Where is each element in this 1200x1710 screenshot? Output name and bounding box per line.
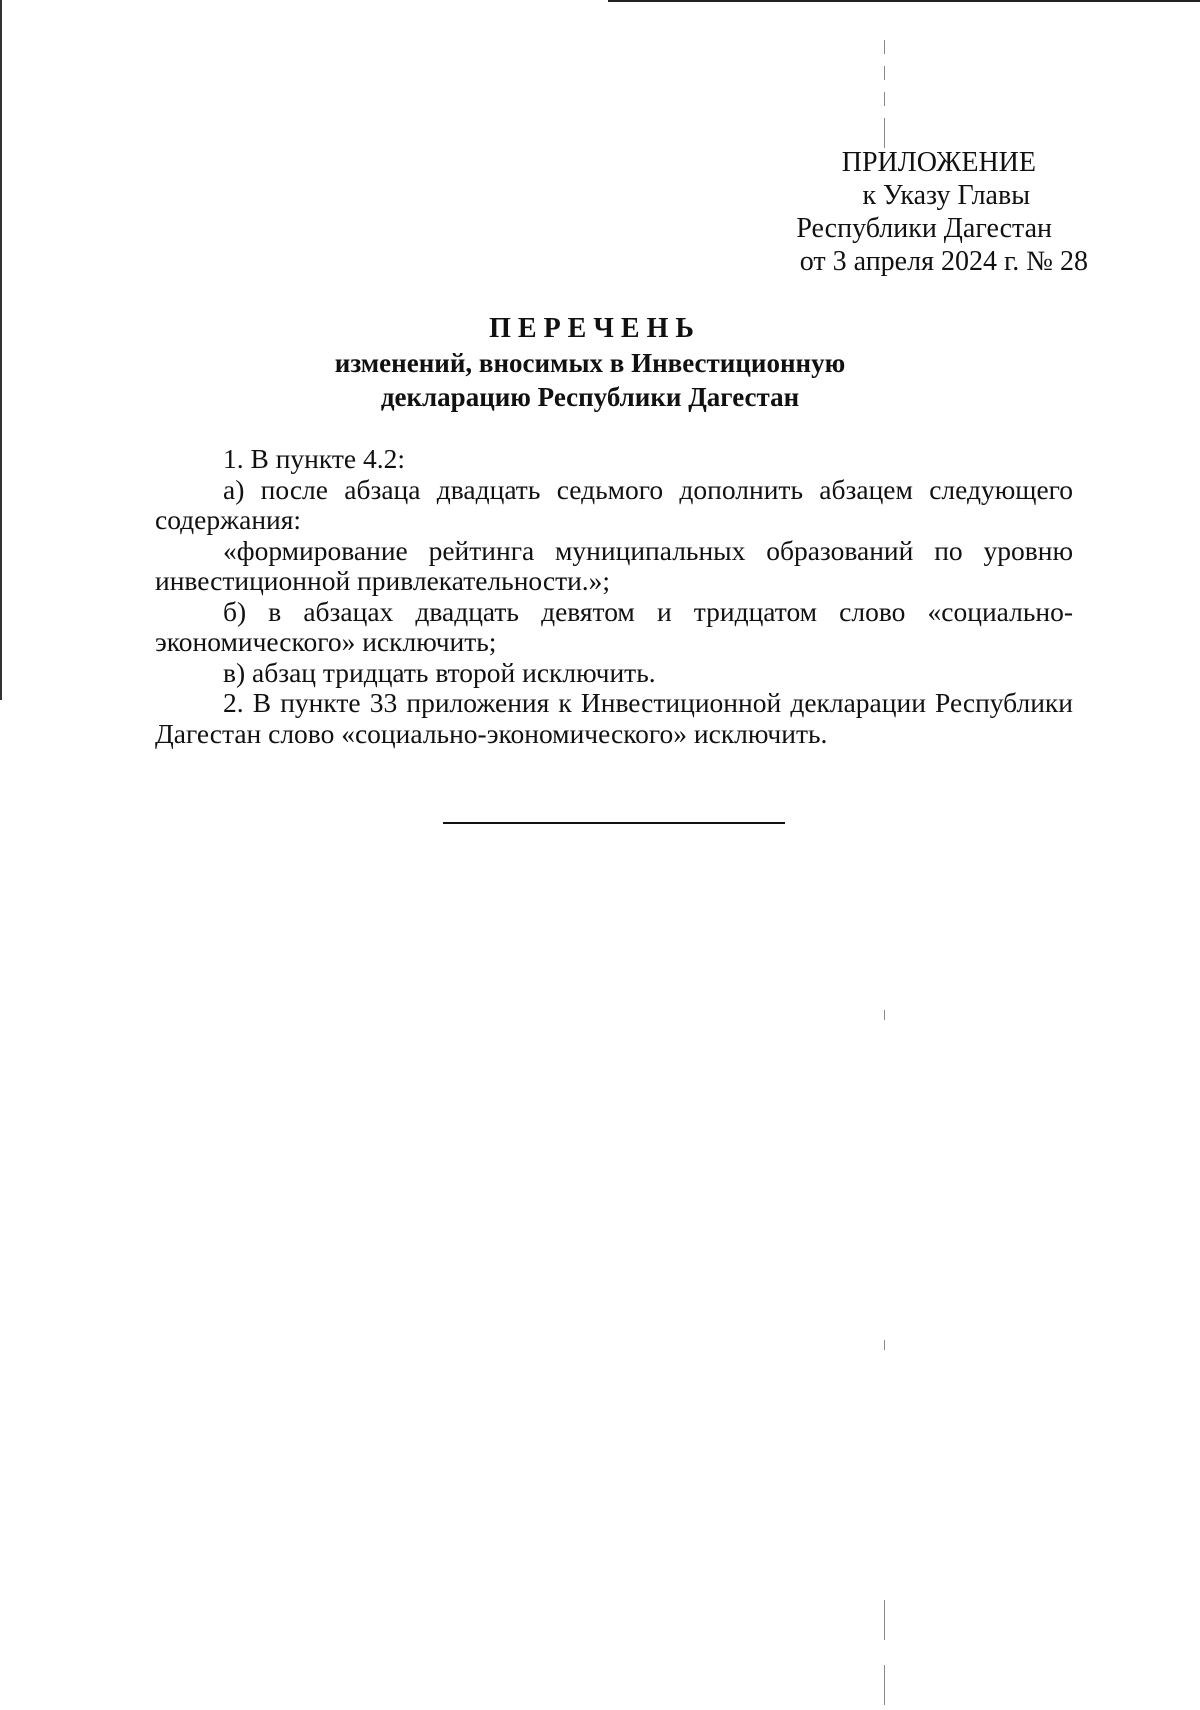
closing-divider	[443, 822, 785, 824]
body-paragraph: в) абзац тридцать второй исключить.	[223, 656, 656, 688]
appendix-date-number: от 3 апреля 2024 г. № 28	[799, 246, 1088, 277]
scan-artifact	[884, 40, 885, 54]
appendix-republic: Республики Дагестан	[796, 213, 1052, 244]
body-paragraph: «формирование рейтинга муниципальных образований по уровню инвестиционной привлекательности.»;	[155, 534, 1073, 596]
heading-title: ПЕРЕЧЕНЬ	[489, 313, 701, 344]
body-paragraph: а) после абзаца двадцать седьмого дополнить абзацем следующего содержания:	[155, 473, 1073, 535]
body-paragraph: б) в абзацах двадцать девятом и тридцатом слово «социально-экономического» исключить;	[155, 595, 1073, 657]
scan-artifact	[884, 118, 885, 148]
heading-subtitle-line1: изменений, вносимых в Инвестиционную	[334, 348, 846, 378]
body-paragraph: 2. В пункте 33 приложения к Инвестиционной декларации Республики Дагестан слово «социально-экономического» исключить.	[155, 687, 1073, 749]
heading-subtitle-line2: декларацию Республики Дагестан	[380, 382, 800, 412]
appendix-title: ПРИЛОЖЕНИЕ	[841, 147, 1036, 178]
scan-artifact	[884, 1340, 885, 1350]
scan-artifact	[884, 1010, 885, 1020]
appendix-block	[668, 146, 1088, 278]
document-heading	[0, 312, 1200, 414]
scan-artifact	[884, 92, 885, 106]
document-body	[155, 444, 1073, 749]
scan-artifact	[884, 1600, 885, 1640]
scan-artifact	[884, 1665, 885, 1705]
body-paragraph: 1. В пункте 4.2:	[223, 443, 406, 474]
appendix-to-decree: к Указу Главы	[862, 180, 1030, 211]
scan-artifact	[884, 66, 885, 80]
scan-edge-top	[608, 0, 1200, 2]
